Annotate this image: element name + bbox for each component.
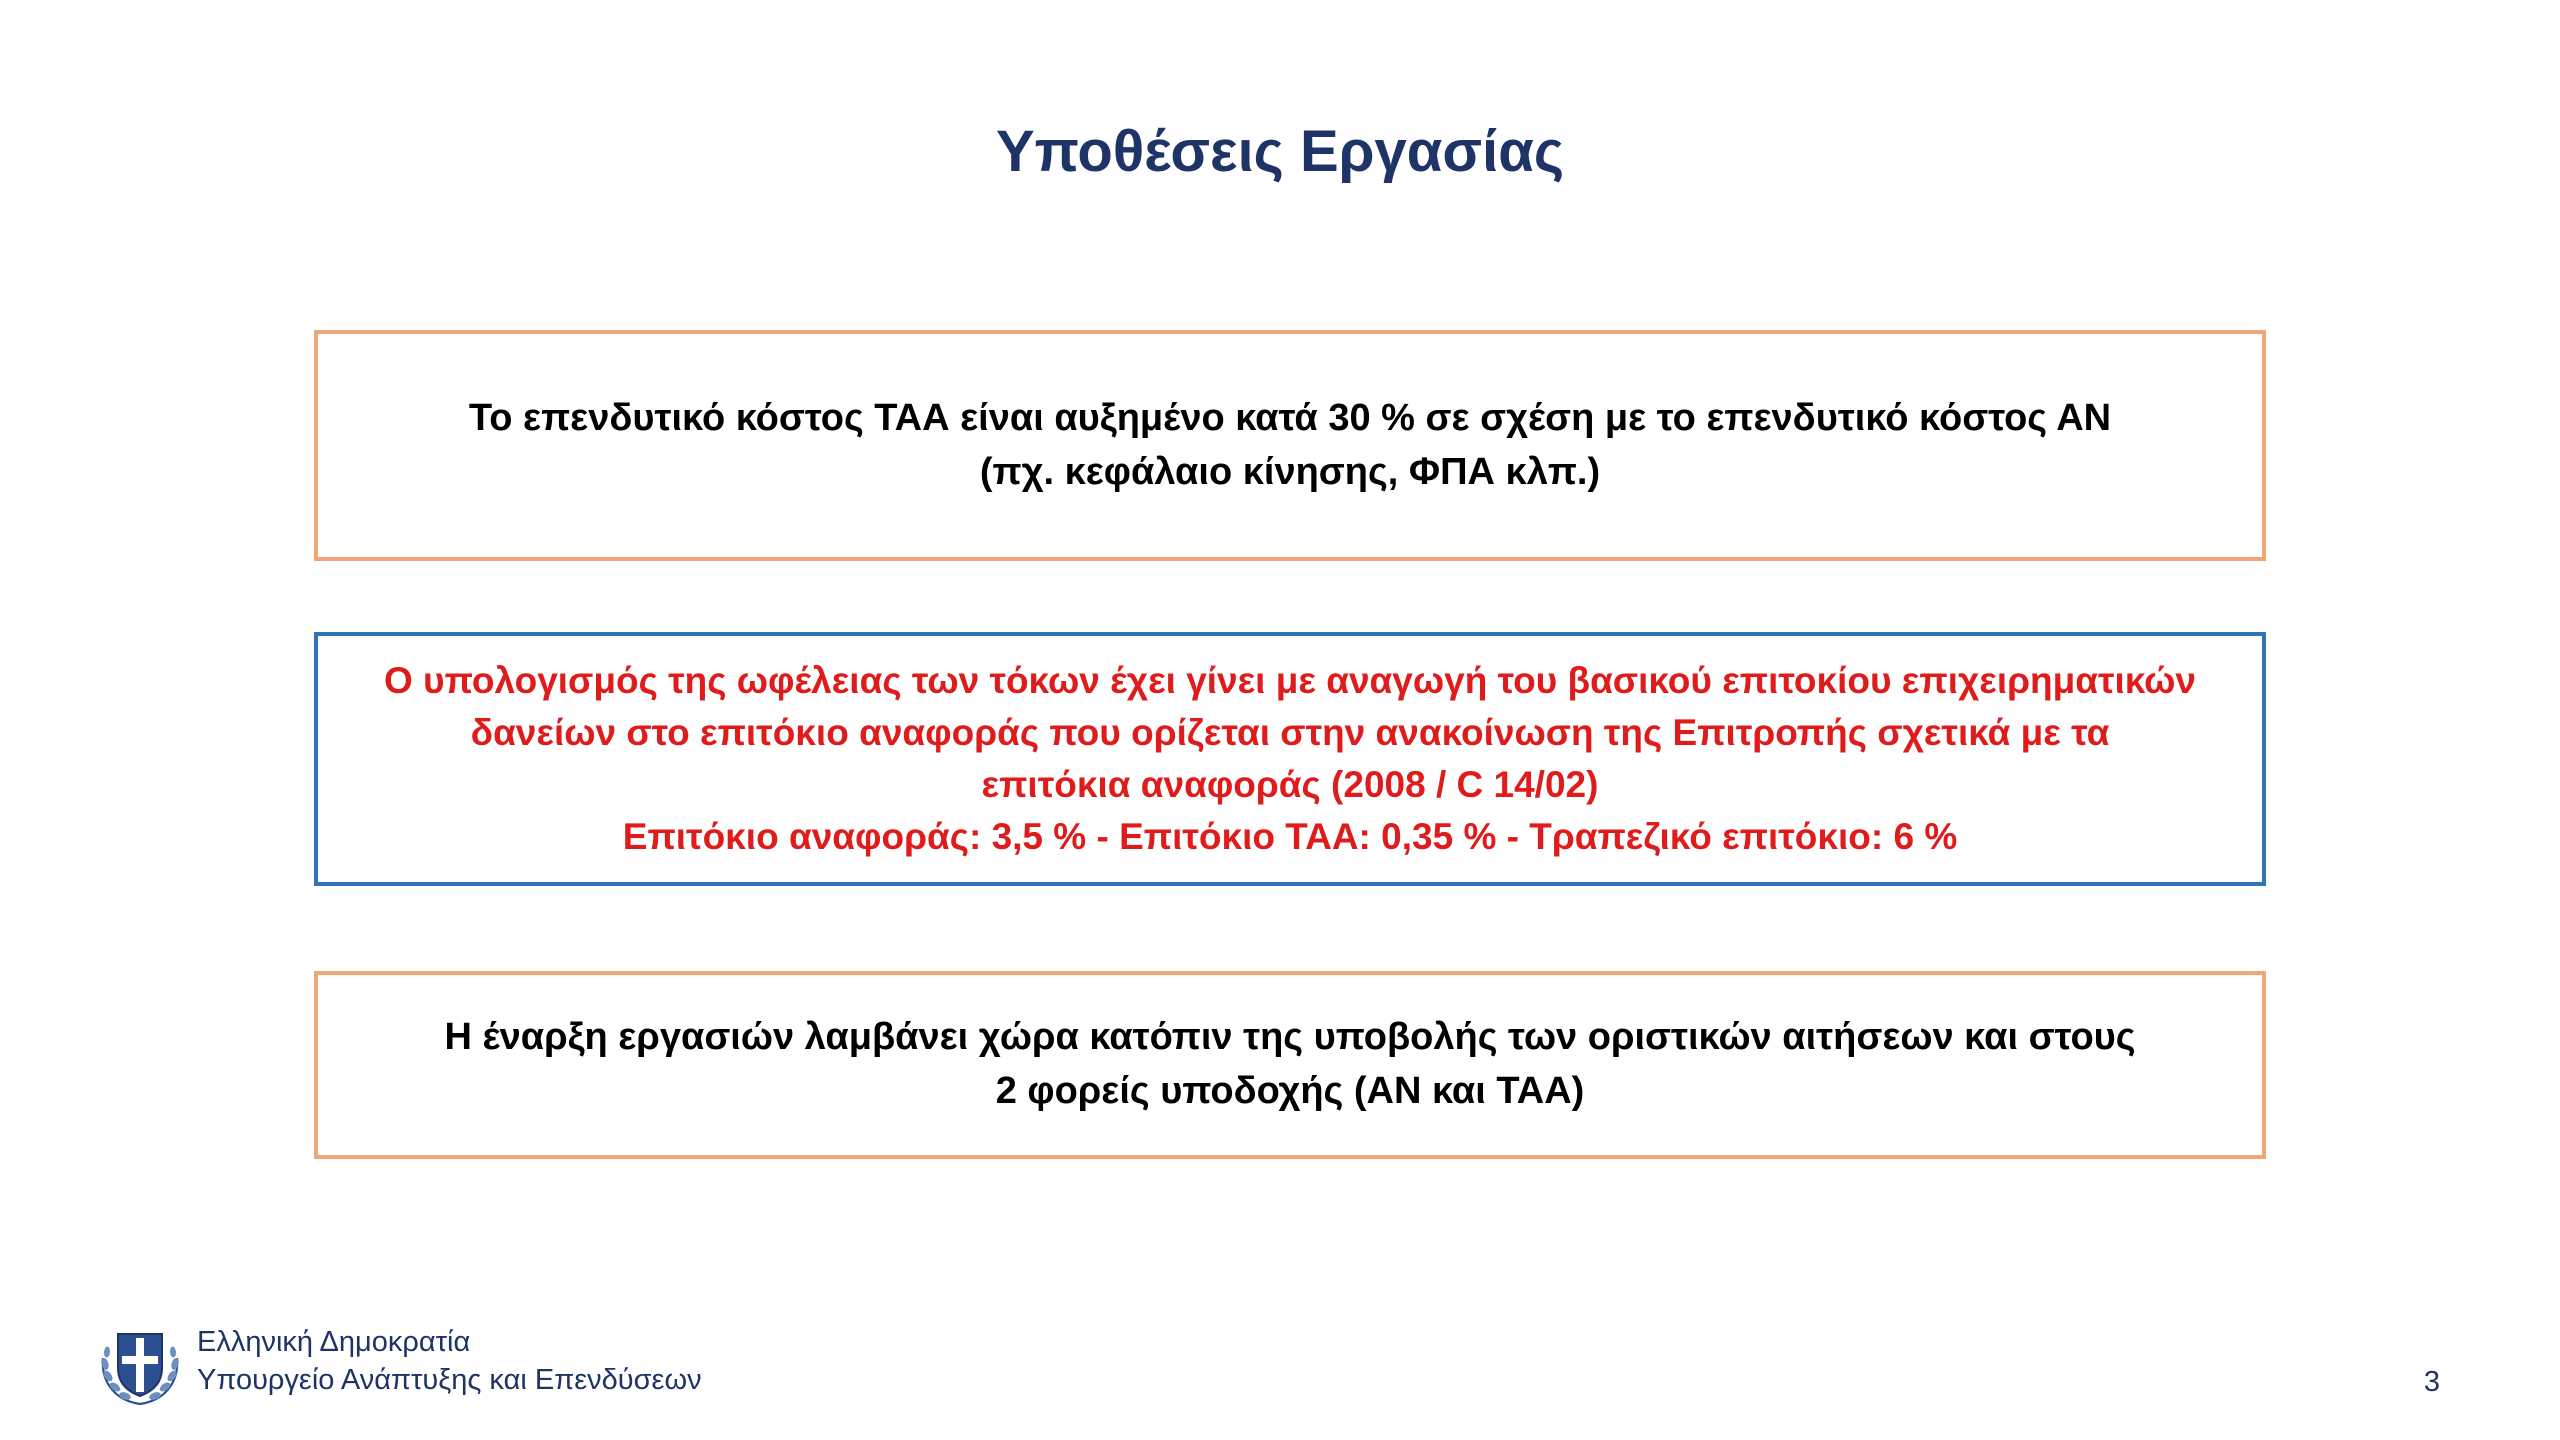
assumption-box-work-start xyxy=(314,971,2266,1159)
assumption-box-interest-rates xyxy=(314,632,2266,886)
page-number: 3 xyxy=(2423,1366,2440,1398)
box-text-line: 2 φορείς υποδοχής (ΑΝ και ΤΑΑ) xyxy=(995,1070,1585,1112)
box-text-line: δανείων στο επιτόκιο αναφοράς που ορίζεται στην ανακοίνωση της Επιτροπής σχετικά με τα xyxy=(470,712,2110,754)
box-text-line: Ο υπολογισμός της ωφέλειας των τόκων έχει γίνει με αναγωγή του βασικού επιτοκίου επιχειρηματικών xyxy=(383,660,2197,702)
box-text-line: Το επενδυτικό κόστος ΤΑΑ είναι αυξημένο κατά 30 % σε σχέση με το επενδυτικό κόστος ΑΝ xyxy=(468,396,2112,439)
box-text-line: Η έναρξη εργασιών λαμβάνει χώρα κατόπιν της υποβολής των οριστικών αιτήσεων και στους xyxy=(444,1016,2136,1059)
greek-coat-of-arms-icon xyxy=(93,1318,187,1412)
box-text-line: επιτόκια αναφοράς (2008 / C 14/02) xyxy=(981,764,1599,805)
footer-organization xyxy=(197,1324,702,1399)
box-text-line: (πχ. κεφάλαιο κίνησης, ΦΠΑ κλπ.) xyxy=(979,450,1601,493)
footer-country: Ελληνική Δημοκρατία xyxy=(197,1326,471,1358)
box-text-line: Επιτόκιο αναφοράς: 3,5 % - Επιτόκιο ΤΑΑ: 0,35 % - Τραπεζικό επιτόκιο: 6 % xyxy=(622,815,1958,857)
footer-ministry: Υπουργείο Ανάπτυξης και Επενδύσεων xyxy=(197,1363,702,1396)
assumption-box-investment-cost xyxy=(314,330,2266,561)
slide-title: Υποθέσεις Εργασίας xyxy=(995,119,1565,184)
